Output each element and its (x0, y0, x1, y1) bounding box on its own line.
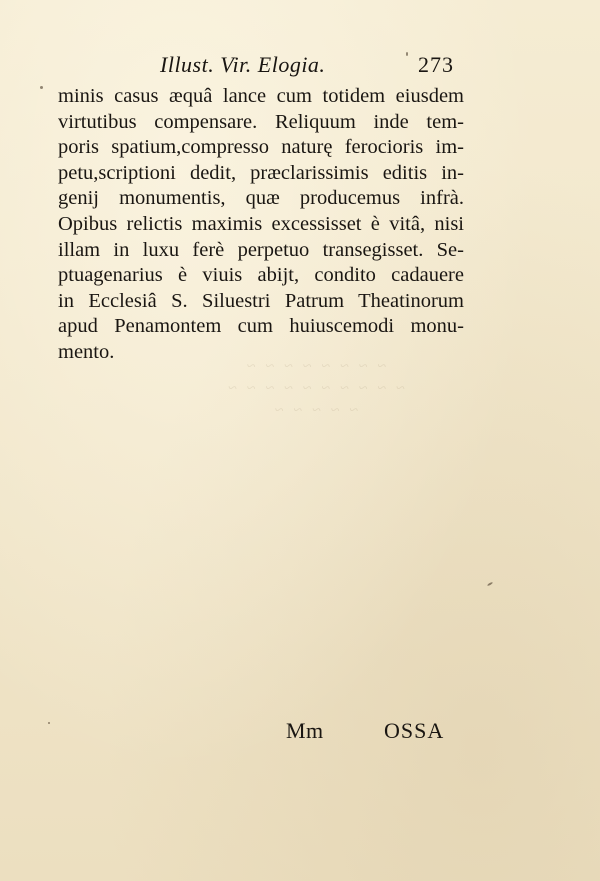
text-line: apud Penamontem cum huiuscemodi monu- (58, 315, 464, 338)
text-line: virtutibus compensare. Reliquum inde tem- (58, 110, 464, 133)
running-head: Illust. Vir. Elogia. (160, 52, 326, 77)
text-line: in Ecclesiâ S. Siluestri Patrum Theatinorum (58, 289, 464, 312)
text-line: mento. (58, 340, 115, 363)
ink-speck (40, 86, 43, 89)
ink-speck (487, 582, 493, 587)
catchword: OSSA (384, 718, 445, 743)
text-line: petu,scriptioni dedit, præclarissimis editis in- (58, 161, 464, 184)
text-line: genij monumentis, quæ producemus infrà. (58, 187, 464, 210)
ink-speck (48, 722, 50, 724)
text-line: illam in luxu ferè perpetuo transegisset. Se- (58, 238, 464, 261)
show-through-text: ~ ~ ~ ~ ~ ~ ~ ~ ~ ~ ~ ~ ~ ~ ~ ~ ~ ~ ~ ~ ~ ~ ~ (225, 358, 405, 419)
ink-speck (406, 52, 408, 56)
body-text (58, 84, 464, 366)
text-line: Opibus relictis maximis excessisset è vitâ, nisi (58, 212, 464, 235)
text-line: poris spatium,compresso naturę ferocioris im- (58, 136, 464, 159)
text-line: ptuagenarius è viuis abijt, condito cadauere (58, 264, 464, 287)
signature-mark: Mm (286, 718, 324, 743)
text-line: minis casus æquâ lance cum totidem eiusdem (58, 85, 464, 107)
page-number: 273 (418, 52, 454, 77)
